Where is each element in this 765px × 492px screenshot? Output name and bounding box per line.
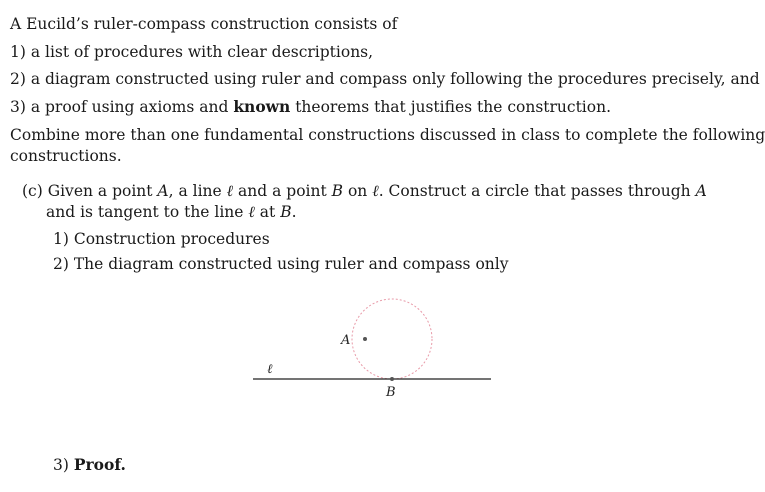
combine-text-2: constructions. [10, 147, 122, 165]
q-text: at [254, 203, 281, 221]
proof-label: Proof. [73, 455, 126, 474]
intro-text: A Eucild’s ruler-compass construction consists of [10, 15, 398, 33]
math-B: B [280, 203, 292, 221]
part-c-label: (c) [22, 182, 43, 200]
point-B [390, 377, 394, 381]
math-B: B [331, 182, 344, 200]
q-text: . Construct a circle that passes through [378, 182, 696, 200]
math-A: A [695, 182, 707, 200]
sub-item-3 [53, 456, 126, 474]
sub-2-text: 2) The diagram constructed using ruler and compass only [53, 255, 509, 273]
item-2-text: 2) a diagram constructed using ruler and compass only following the procedures precisely, and [10, 70, 760, 88]
q-text: and is tangent to the line [46, 203, 249, 221]
label-A: A [341, 333, 351, 348]
q-text: , a line [168, 182, 227, 200]
math-ell: ℓ [226, 182, 234, 200]
item-3-text-post: theorems that justifies the construction. [290, 98, 612, 116]
point-A [363, 337, 367, 341]
q-text: on [343, 182, 373, 200]
math-ell: ℓ [248, 203, 255, 221]
math-A: A [157, 182, 169, 200]
sub-3-number: 3) [53, 456, 74, 474]
item-1-text: 1) a list of procedures with clear descriptions, [10, 43, 374, 61]
label-B: B [386, 385, 396, 400]
math-ell: ℓ [372, 182, 379, 200]
combine-text-1: Combine more than one fundamental constructions discussed in class to complete the following [10, 126, 765, 144]
q-text: and a point [233, 182, 332, 200]
item-3-text-pre: 3) a proof using axioms and [10, 98, 234, 116]
q-text: . [291, 203, 297, 221]
sub-1-text: 1) Construction procedures [53, 230, 270, 248]
q-text: Given a point [47, 182, 158, 200]
item-3-bold: known [233, 97, 291, 116]
label-ell: ℓ [267, 362, 273, 377]
